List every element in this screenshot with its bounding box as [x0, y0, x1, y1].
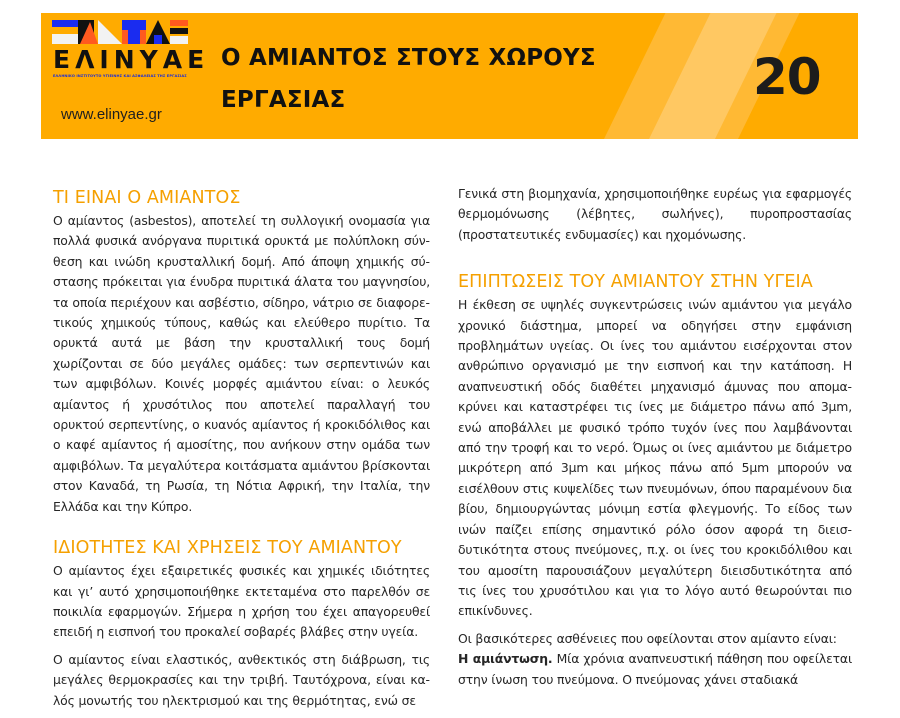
section-heading-health-effects: ΕΠΙΠΤΩΣΕΙΣ ΤΟΥ ΑΜΙΑΝΤΟΥ ΣΤΗΝ ΥΓΕΙΑ: [458, 272, 813, 293]
logo-wordmark: ΕΛΙΝΥΑΕ: [53, 45, 210, 74]
elinyae-logo[interactable]: [52, 20, 210, 78]
paragraph: Ο αμίαντος (asbestos), αποτελεί τη συλλογική ονομασία για πολλά φυσικά ανόργανα πυριτικά ορυκτά με πολύπλοκη σύνθεση και ινώδη κρυσταλλική δομή. Από άποψη χημικής σύστασης πρόκειται για ένυδρα πυριτικά άλατα του μαγνησίου, τα οποία περιέχουν και ασβέστιο, σίδηρο, νάτριο σε διαφορετικούς χημικούς τύπους, καθώς και ελεύθερο πυρίτιο. Τα ορυκτά αυτά με βάση την κρυσταλλική τους δομή χωρίζονται σε δύο μεγάλες ομάδες: των σερπεντινών και των αμφιβόλων. Κοινές μορφές αμιάντου είναι: ο λευκός αμίαντος ή χρυσότιλος που αποτελεί παραλλαγή του ορυκτού σερπεντίνης, ο κυανός αμίαντος ή κροκιδόλιθος και ο καφέ αμίαντος ή αμοσίτης, που ανήκουν στην ομάδα των αμφιβόλων. Τα μεγαλύτερα κοιτάσματα αμιάντου βρίσκονται στον Καναδά, τη Ρωσία, τη Νότια Αφρική, την Ιταλία, την Ελλάδα και την Κύπρο.: [53, 213, 430, 514]
section-heading-properties-uses: ΙΔΙΟΤΗΤΕΣ ΚΑΙ ΧΡΗΣΕΙΣ ΤΟΥ ΑΜΙΑΝΤΟΥ: [53, 538, 402, 559]
paragraph: [458, 629, 852, 690]
header-banner: [41, 13, 858, 139]
left-column: [53, 186, 430, 718]
diseases-intro: Οι βασικότερες ασθένειες που οφείλονται στον αμίαντο είναι:: [458, 630, 837, 646]
paragraph: Γενικά στη βιομηχανία, χρησιμοποιήθηκε ευρέως για εφαρμογές θερμομόνωσης (λέβητες, σωλήνες), πυροπροστασίας (προστατευτικές ενδυμασίες) και ηχομόνωσης.: [458, 186, 852, 242]
issue-number: 20: [753, 48, 821, 106]
website-link[interactable]: www.elinyae.gr: [61, 106, 162, 123]
section-heading-what-is-asbestos: ΤΙ ΕΙΝΑΙ Ο ΑΜΙΑΝΤΟΣ: [53, 188, 241, 208]
paragraph: Ο αμίαντος έχει εξαιρετικές φυσικές και χημικές ιδιότητες και γι’ αυτό χρησιμοποιήθηκε εκτεταμένα στο παρελθόν σε ποικιλία εφαρμογών. Σήμερα η χρήση του έχει απαγορευθεί επειδή η εισπνοή του προκαλεί σοβαρές βλάβες στην υγεία.: [53, 563, 430, 640]
title-line-1: Ο ΑΜΙΑΝΤΟΣ ΣΤΟΥΣ ΧΩΡΟΥΣ: [221, 45, 596, 71]
paragraph: Η έκθεση σε υψηλές συγκεντρώσεις ινών αμιάντου για μεγάλο χρονικό διάστημα, μπορεί να οδηγήσει στην εμφάνιση προβλημάτων υγείας. Οι ίνες του αμιάντου εισέρχονται στον ανθρώπινο οργανισμό με την εισπνοή και την κατάποση. Η αναπνευστική οδός διαθέτει μηχανισμό άμυνας που απομακρύνει και καταστρέφει τις ίνες με διάμετρο πάνω από 3μm, ενώ αποβάλλει με φυσικό τρόπο τυχόν ίνες που λαμβάνονται από την τροφή και το νερό. Όμως οι ίνες αμιάντου με διάμετρο μικρότερη από 3μm και μήκος πάνω από 5μm μπορούν να εισέλθουν στις κυψελίδες των πνευμόνων, όπου παραμένουν δια βίου, δημιουργώντας μόνιμη εστία φλεγμονής. Το είδος των ινών παίζει επίσης σημαντικό ρόλο όσον αφορά τη διεισδυτικότητα στους πνεύμονες, π.χ. οι ίνες του κροκιδόλιθου και του αμοσίτη παρουσιάζουν μεγαλύτερη διεισδυτικότητα από τις ίνες του χρυσότιλου και για το λόγο αυτό θεωρούνται πιο επικίνδυνες.: [458, 297, 852, 619]
logo-pattern-icon: [52, 20, 188, 44]
title-line-2: ΕΡΓΑΣΙΑΣ: [221, 87, 346, 113]
disease-description: Μία χρόνια αναπνευστική πάθηση που οφείλεται στην ίνωση του πνεύμονα. Ο πνεύμονας χάνει σταδιακά: [458, 651, 852, 687]
page-title: [221, 37, 671, 121]
logo-subtitle: ΕΛΛΗΝΙΚΟ ΙΝΣΤΙΤΟΥΤΟ ΥΓΙΕΙΝΗΣ ΚΑΙ ΑΣΦΑΛΕΙΑΣ ΤΗΣ ΕΡΓΑΣΙΑΣ: [53, 74, 187, 78]
disease-term-asbestosis: Η αμιάντωση.: [458, 651, 553, 667]
paragraph: Ο αμίαντος είναι ελαστικός, ανθεκτικός στη διάβρωση, τις μεγάλες θερμοκρασίες και την τριβή. Ταυτόχρονα, είναι καλός μονωτής του ηλεκτρισμού και της θερμότητας, ενώ σε: [53, 651, 430, 708]
